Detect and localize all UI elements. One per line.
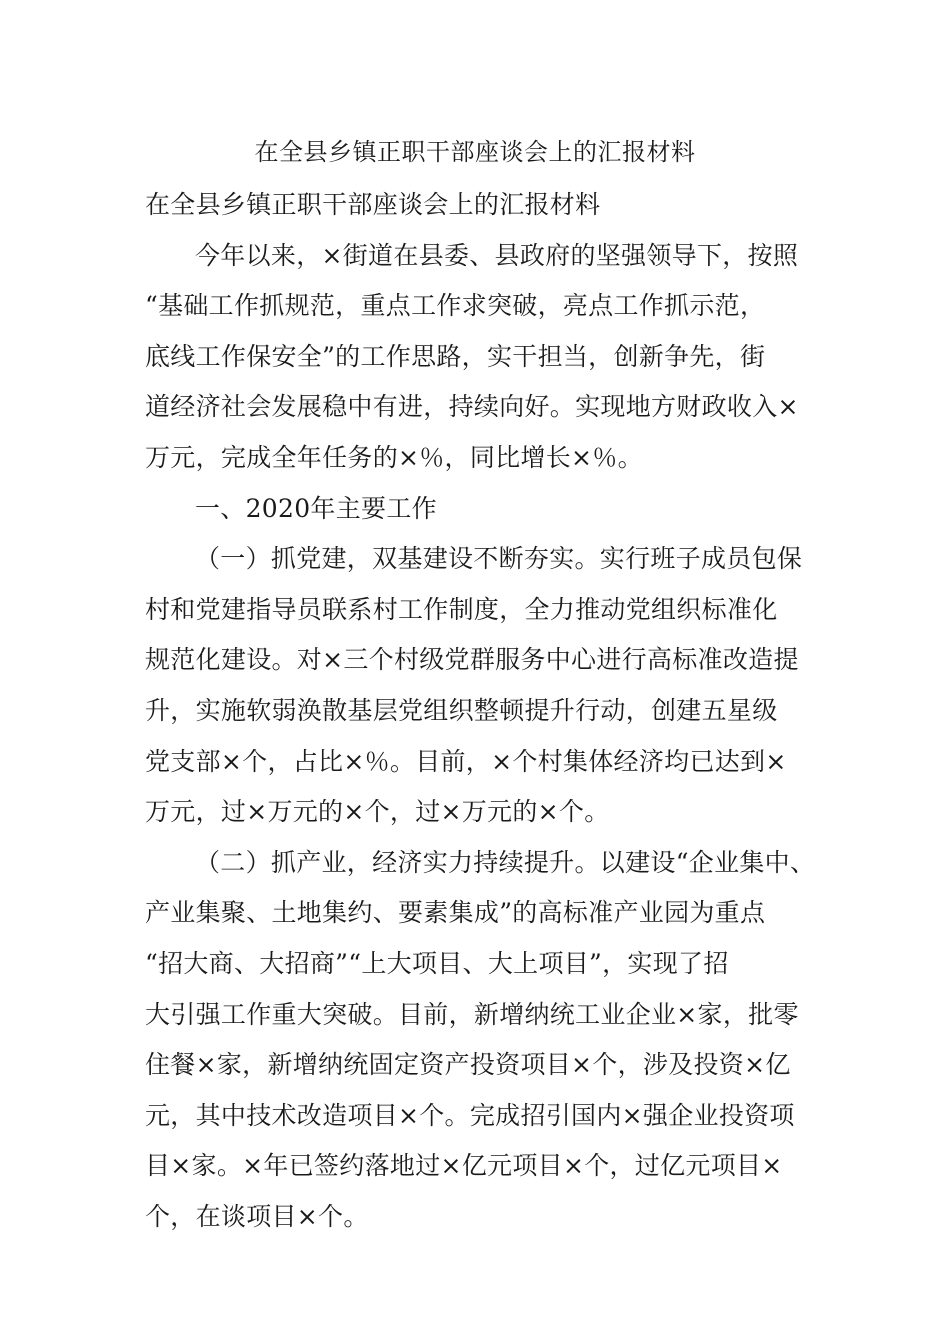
subtitle-line: 在全县乡镇正职干部座谈会上的汇报材料 [145, 190, 601, 219]
paragraph-line: 道经济社会发展稳中有进，持续向好。实现地方财政收入× [145, 392, 799, 422]
paragraph-line: 万元，完成全年任务的×％，同比增长×％。 [145, 442, 643, 472]
paragraph-line: 大引强工作重大突破。目前，新增纳统工业企业×家，批零 [145, 999, 799, 1029]
paragraph-line: 升，实施软弱涣散基层党组织整顿提升行动，创建五星级 [145, 695, 778, 725]
paragraph-line: 党支部×个，占比×％。目前，×个村集体经济均已达到× [145, 746, 787, 776]
paragraph-line: （二）抓产业，经济实力持续提升。以建设“企业集中、 [195, 847, 816, 877]
paragraph-line: 底线工作保安全”的工作思路，实干担当，创新争先，街 [145, 341, 766, 371]
paragraph-line: （一）抓党建，双基建设不断夯实。实行班子成员包保 [195, 544, 803, 574]
section-heading: 一、2020年主要工作 [195, 493, 437, 523]
page-title: 在全县乡镇正职干部座谈会上的汇报材料 [254, 138, 696, 166]
paragraph-line: 产业集聚、土地集约、要素集成”的高标准产业园为重点 [145, 898, 766, 928]
paragraph-line: 今年以来，×街道在县委、县政府的坚强领导下，按照 [195, 240, 799, 270]
paragraph-line: 村和党建指导员联系村工作制度，全力推动党组织标准化 [145, 594, 778, 624]
paragraph-line: 万元，过×万元的×个，过×万元的×个。 [145, 797, 610, 827]
paragraph-line: 规范化建设。对×三个村级党群服务中心进行高标准改造提 [145, 645, 799, 675]
paragraph-line: 住餐×家，新增纳统固定资产投资项目×个，涉及投资×亿 [145, 1050, 791, 1080]
paragraph-line: “基础工作抓规范，重点工作求突破，亮点工作抓示范， [145, 291, 766, 321]
paragraph-line: “招大商、大招商”“上大项目、大上项目”，实现了招 [145, 948, 729, 978]
paragraph-line: 目×家。×年已签约落地过×亿元项目×个，过亿元项目× [145, 1151, 783, 1181]
paragraph-line: 元，其中技术改造项目×个。完成招引国内×强企业投资项 [145, 1100, 795, 1130]
paragraph-line: 个，在谈项目×个。 [145, 1201, 369, 1231]
document-body [145, 180, 825, 1242]
